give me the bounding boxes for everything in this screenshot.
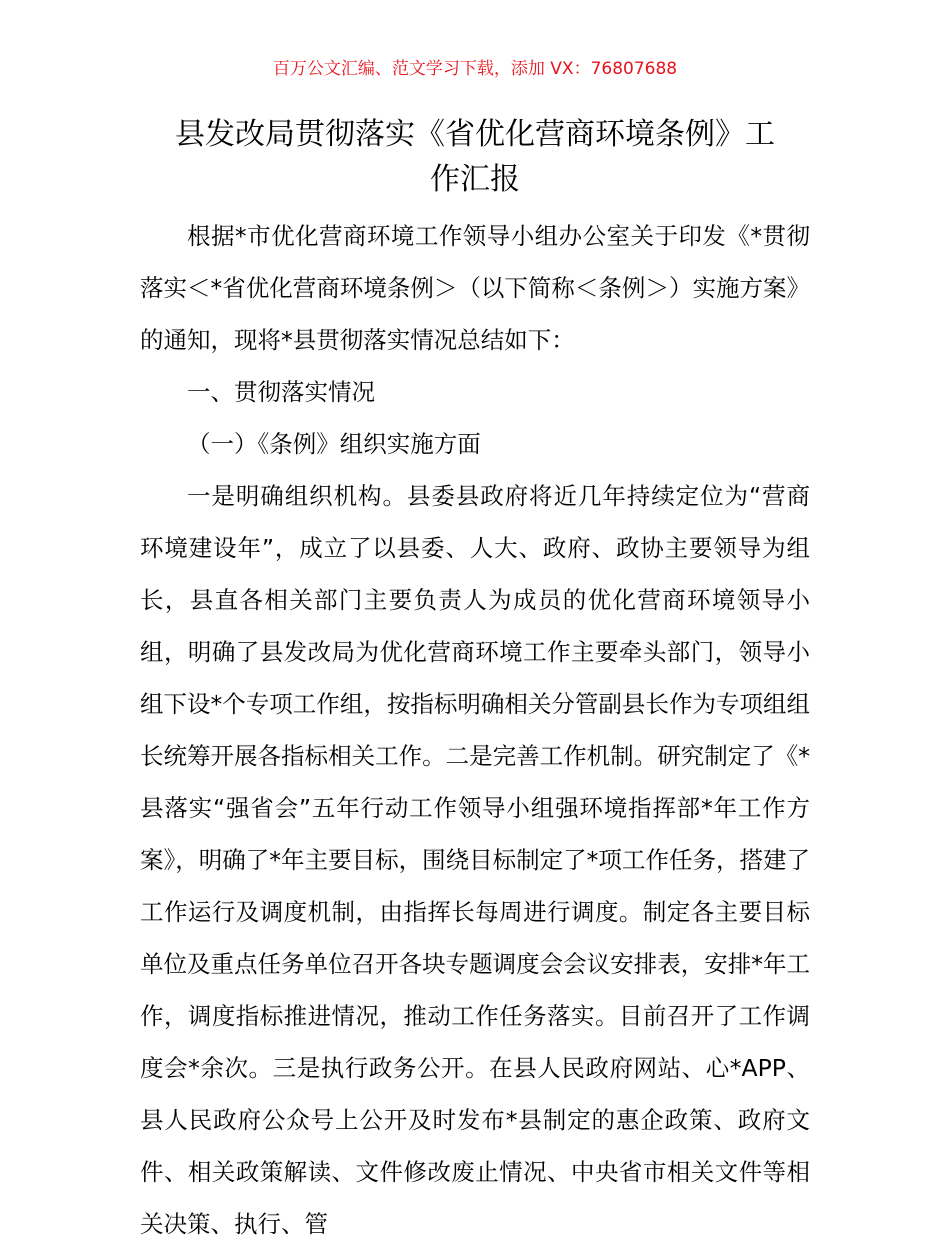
- watermark-banner: 百万公文汇编、范文学习下载，添加 VX：76807688: [272, 59, 678, 79]
- document-title: [140, 112, 810, 202]
- body-paragraph: 一是明确组织机构。县委县政府将近几年持续定位为“营商环境建设年”，成立了以县委、人大、政府、政协主要领导为组长，县直各相关部门主要负责人为成员的优化营商环境领导小组，明确了县发改局为优化营商环境工作主要牵头部门，领导小组下设*个专项工作组，按指标明确相关分管副县长作为专项组组长统筹开展各指标相关工作。二是完善工作机制。研究制定了《*县落实“强省会”五年行动工作领导小组强环境指挥部*年工作方案》，明确了*年主要目标，围绕目标制定了*项工作任务，搭建了工作运行及调度机制，由指挥长每周进行调度。制定各主要目标单位及重点任务单位召开各块专题调度会会议安排表，安排*年工作，调度指标推进情况，推动工作任务落实。目前召开了工作调度会*余次。三是执行政务公开。在县人民政府网站、心*APP、县人民政府公众号上公开及时发布*县制定的惠企政策、政府文件、相关政策解读、文件修改废止情况、中央省市相关文件等相关决策、执行、管: [140, 482, 810, 1238]
- document-title-line-2: 作汇报: [430, 162, 520, 197]
- document-title-line-1: 县发改局贯彻落实《省优化营商环境条例》工: [175, 117, 775, 152]
- document-body: [140, 210, 810, 1250]
- intro-paragraph: 根据*市优化营商环境工作领导小组办公室关于印发《*贯彻落实＜*省优化营商环境条例＞（以下简称＜条例＞）实施方案》的通知，现将*县贯彻落实情况总结如下：: [140, 222, 810, 354]
- section-heading: 一、贯彻落实情况: [187, 378, 375, 406]
- subsection-heading: （一）《条例》组织实施方面: [187, 430, 481, 458]
